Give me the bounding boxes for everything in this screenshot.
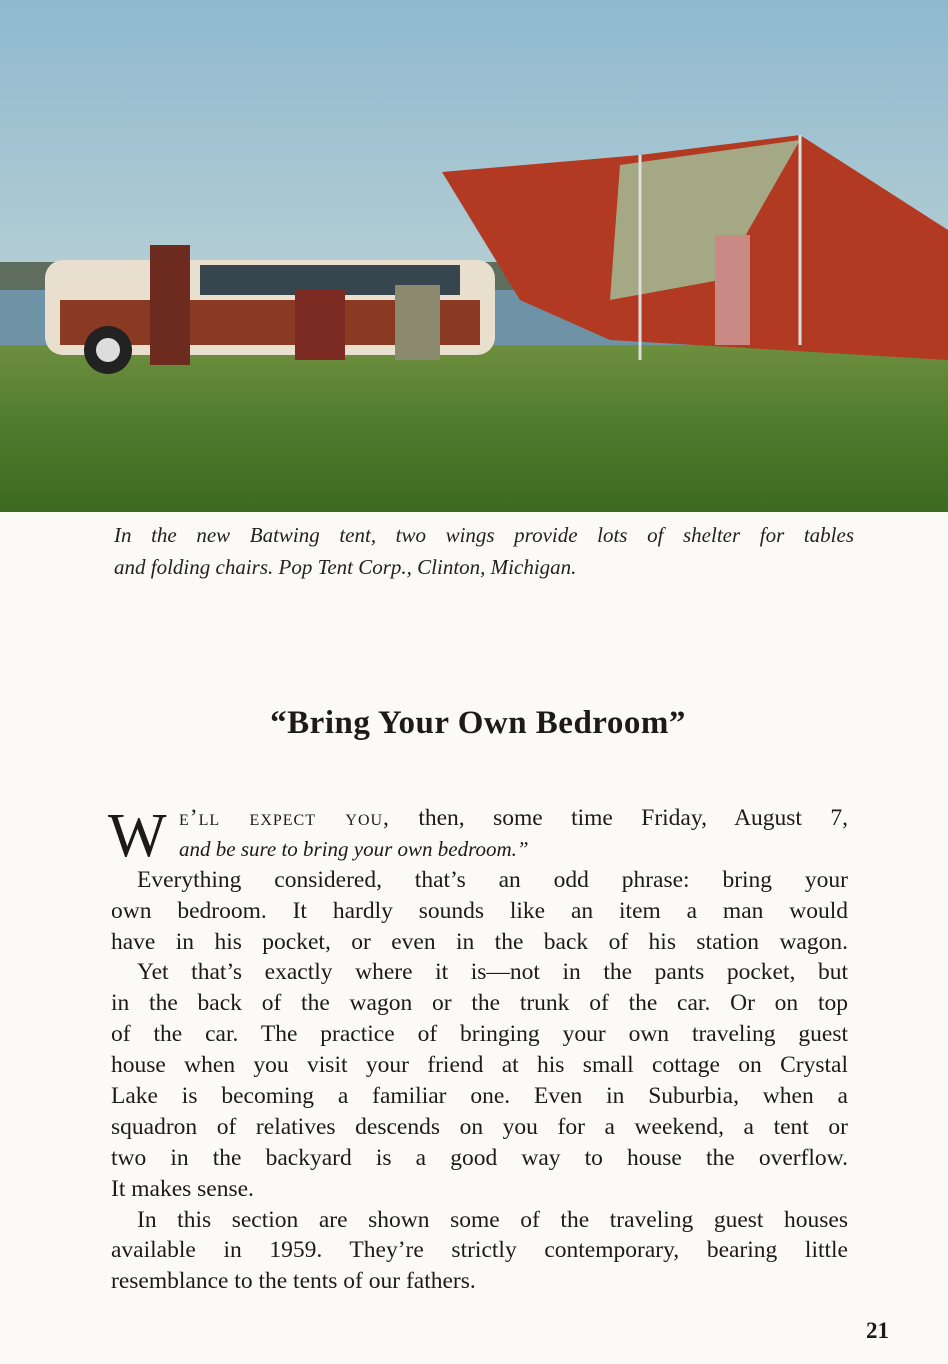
body-line: Lake is becoming a familiar one. Even in Suburbia, when a [111, 1083, 848, 1110]
opening-italic: and be sure to bring your own bedroom.” [179, 836, 529, 861]
body-line: Yet that’s exactly where it is—not in the pants pocket, but [137, 959, 848, 986]
body-line: house when you visit your friend at his small cottage on Crystal [111, 1052, 848, 1079]
photo-caption [114, 519, 854, 583]
caption-line: In the new Batwing tent, two wings provide lots of shelter for tables [114, 523, 854, 547]
body-line: In this section are shown some of the traveling guest houses [137, 1206, 848, 1233]
body-line: own bedroom. It hardly sounds like an item a man would [111, 897, 848, 924]
body-line: resemblance to the tents of our fathers. [111, 1268, 476, 1295]
drop-cap: W [108, 802, 167, 870]
section-heading: “Bring Your Own Bedroom” [270, 705, 686, 741]
opening-rest: then, some time Friday, August 7, [389, 805, 848, 831]
body-line: squadron of relatives descends on you for a weekend, a tent or [111, 1113, 848, 1140]
body-line: of the car. The practice of bringing your own traveling guest [111, 1021, 848, 1048]
opening-line [111, 803, 848, 834]
body-line: in the back of the wagon or the trunk of the car. Or on top [111, 990, 848, 1017]
body-line: Everything considered, that’s an odd phrase: bring your [137, 866, 848, 893]
body-line: two in the backyard is a good way to house the overflow. [111, 1144, 848, 1171]
campsite-photo [0, 0, 948, 512]
caption-line: and folding chairs. Pop Tent Corp., Clinton, Michigan. [114, 555, 577, 579]
body-line: have in his pocket, or even in the back of his station wagon. [111, 928, 848, 955]
article-body [108, 802, 848, 1297]
opening-smallcaps: e’ll expect you, [179, 805, 390, 831]
opening-italic-line [111, 834, 848, 865]
body-line: It makes sense. [111, 1175, 254, 1202]
page-number: 21 [866, 1318, 889, 1343]
body-line: available in 1959. They’re strictly contemporary, bearing little [111, 1237, 848, 1264]
